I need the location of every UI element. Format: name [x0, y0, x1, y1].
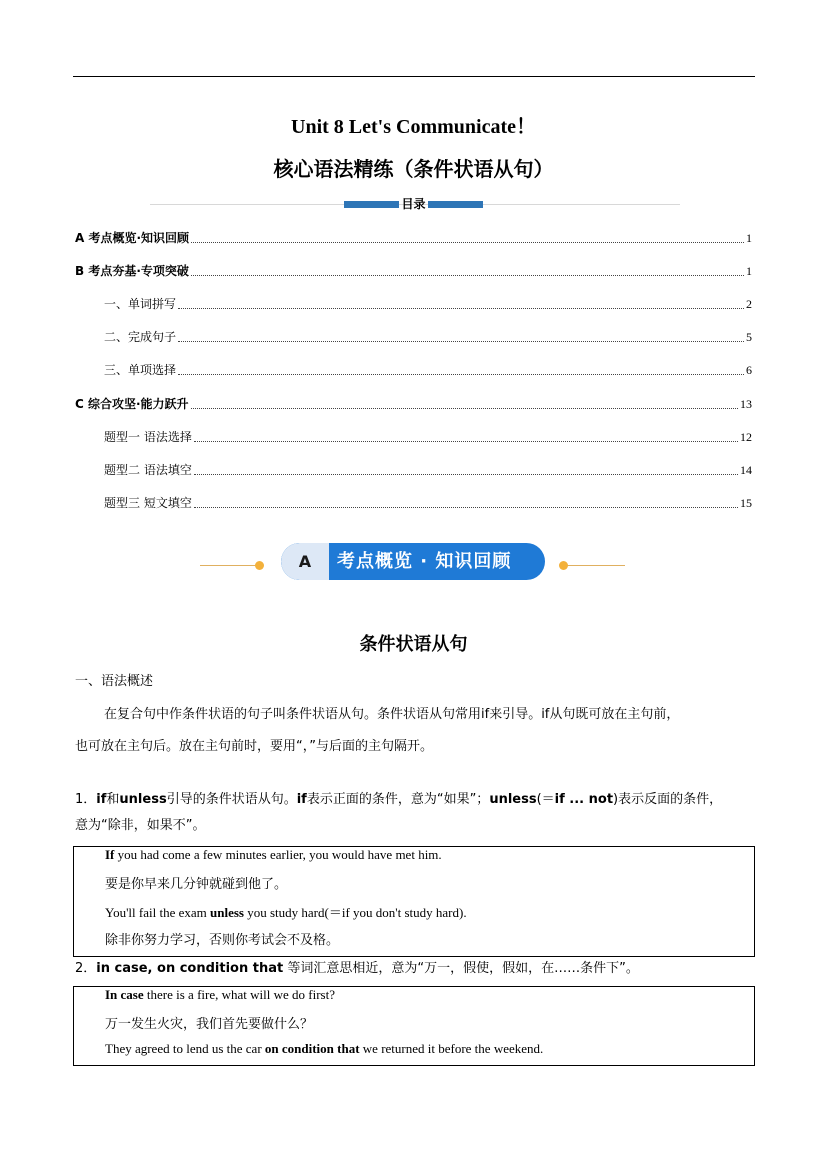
section-banner	[281, 543, 545, 580]
toc-entry-page: 1	[746, 231, 752, 245]
toc-label: 目录	[401, 197, 426, 211]
toc-leader	[178, 341, 744, 342]
header-rule	[73, 76, 755, 77]
toc-entry-text: 题型三 短文填空	[104, 496, 192, 510]
toc-entry-page: 14	[740, 463, 752, 477]
toc-leader	[194, 441, 738, 442]
toc-leader	[194, 507, 738, 508]
toc-entry[interactable]	[75, 261, 752, 279]
toc-entry-text: B 考点夯基·专项突破	[75, 264, 189, 278]
toc-entry[interactable]	[104, 294, 752, 312]
kw-on-condition-example: on condition that	[264, 1041, 360, 1056]
toc-entry-text: A 考点概览·知识回顾	[75, 231, 190, 245]
toc-entry[interactable]	[104, 360, 752, 378]
point-1	[75, 790, 765, 810]
example-text: there is a fire, what will we do first?	[143, 987, 335, 1002]
kw-if: if	[96, 792, 107, 807]
example-box-1	[73, 846, 755, 957]
banner-text: 考点概览 · 知识回顾	[337, 551, 512, 572]
toc-leader	[191, 275, 744, 276]
point-2-num: 2．	[75, 961, 97, 976]
toc-leader	[178, 308, 744, 309]
kw-if-example: If	[105, 847, 115, 862]
example-cn: 万一发生火灾，我们首先要做什么？	[105, 1017, 314, 1032]
toc-leader	[178, 374, 744, 375]
point-1-line-2: 意为“除非，如果不”。	[75, 818, 206, 833]
toc-entry-page: 6	[746, 363, 752, 377]
kw-unless-example: unless	[210, 905, 244, 920]
toc-entry-page: 1	[746, 264, 752, 278]
kw-if-2: if	[296, 792, 307, 807]
toc-leader	[191, 408, 738, 409]
kw-in-case: in case, on condition that	[96, 961, 284, 976]
toc-entry-page: 5	[746, 330, 752, 344]
banner-dot-right	[559, 561, 568, 570]
point-1-paren: (＝	[536, 792, 555, 807]
point-1-and: 和	[106, 792, 120, 807]
kw-unless: unless	[119, 792, 167, 807]
page-subtitle: 核心语法精练（条件状语从句）	[273, 159, 554, 181]
intro-line-1: 在复合句中作条件状语的句子叫条件状语从句。条件状语从句常用if来引导。if从句既可放在主句前，	[104, 707, 680, 722]
toc-entry-text: 二、完成句子	[104, 330, 177, 344]
toc-entry-text: 题型一 语法选择	[104, 430, 192, 444]
example-en	[105, 1041, 543, 1057]
section-heading: 一、语法概述	[75, 674, 154, 689]
toc-bar-left	[344, 201, 399, 208]
banner-line-right	[565, 565, 625, 566]
toc-leader	[194, 474, 738, 475]
example-en	[105, 902, 467, 921]
toc-entry[interactable]	[104, 427, 752, 445]
section-title: 条件状语从句	[359, 634, 468, 655]
toc-entry-text: 三、单项选择	[104, 363, 177, 377]
example-box-2	[73, 986, 755, 1066]
intro-line-2: 也可放在主句后。放在主句前时，要用“，”与后面的主句隔开。	[75, 739, 433, 754]
example-text: you had come a few minutes earlier, you would have met him.	[114, 847, 442, 862]
kw-unless-2: unless	[489, 792, 537, 807]
example-en	[105, 847, 442, 863]
toc-entry[interactable]	[75, 394, 752, 412]
toc-entry[interactable]	[75, 228, 752, 246]
toc-entry[interactable]	[104, 327, 752, 345]
toc-leader	[191, 242, 744, 243]
point-1-num: 1．	[75, 792, 97, 807]
toc-entry-page: 12	[740, 430, 752, 444]
point-2-text: 等词汇意思相近，意为“万一，假使，假如，在……条件下”。	[283, 961, 639, 976]
toc-entry-page: 13	[740, 397, 752, 411]
example-text: you study hard(＝if you don't study hard).	[243, 905, 467, 920]
point-2	[75, 959, 765, 979]
toc-entry[interactable]	[104, 493, 752, 511]
example-text: They agreed to lend us the car	[105, 1041, 265, 1056]
banner-dot-left	[255, 561, 264, 570]
banner-letter: A	[298, 552, 312, 571]
example-text: we returned it before the weekend.	[359, 1041, 544, 1056]
toc-entry-text: C 综合攻坚·能力跃升	[75, 397, 189, 411]
example-en	[105, 987, 335, 1003]
point-1-text-c: )表示反面的条件，	[613, 792, 723, 807]
toc-entry[interactable]	[104, 460, 752, 478]
example-text: You'll fail the exam	[105, 905, 211, 920]
toc-entry-page: 2	[746, 297, 752, 311]
toc-entry-text: 一、单词拼写	[104, 297, 177, 311]
kw-if-not: if ... not	[554, 792, 614, 807]
example-cn: 除非你努力学习，否则你考试会不及格。	[105, 933, 340, 948]
point-1-text-a: 引导的条件状语从句。	[166, 792, 297, 807]
example-cn: 要是你早来几分钟就碰到他了。	[105, 877, 288, 892]
page-title: Unit 8 Let's Communicate！	[291, 116, 536, 138]
point-1-text-b: 表示正面的条件，意为“如果”；	[306, 792, 490, 807]
toc-entry-page: 15	[740, 496, 752, 510]
kw-in-case-example: In case	[105, 987, 144, 1002]
toc-entry-text: 题型二 语法填空	[104, 463, 192, 477]
toc-bar-right	[428, 201, 483, 208]
banner-letter-badge	[281, 543, 329, 580]
banner-line-left	[200, 565, 260, 566]
